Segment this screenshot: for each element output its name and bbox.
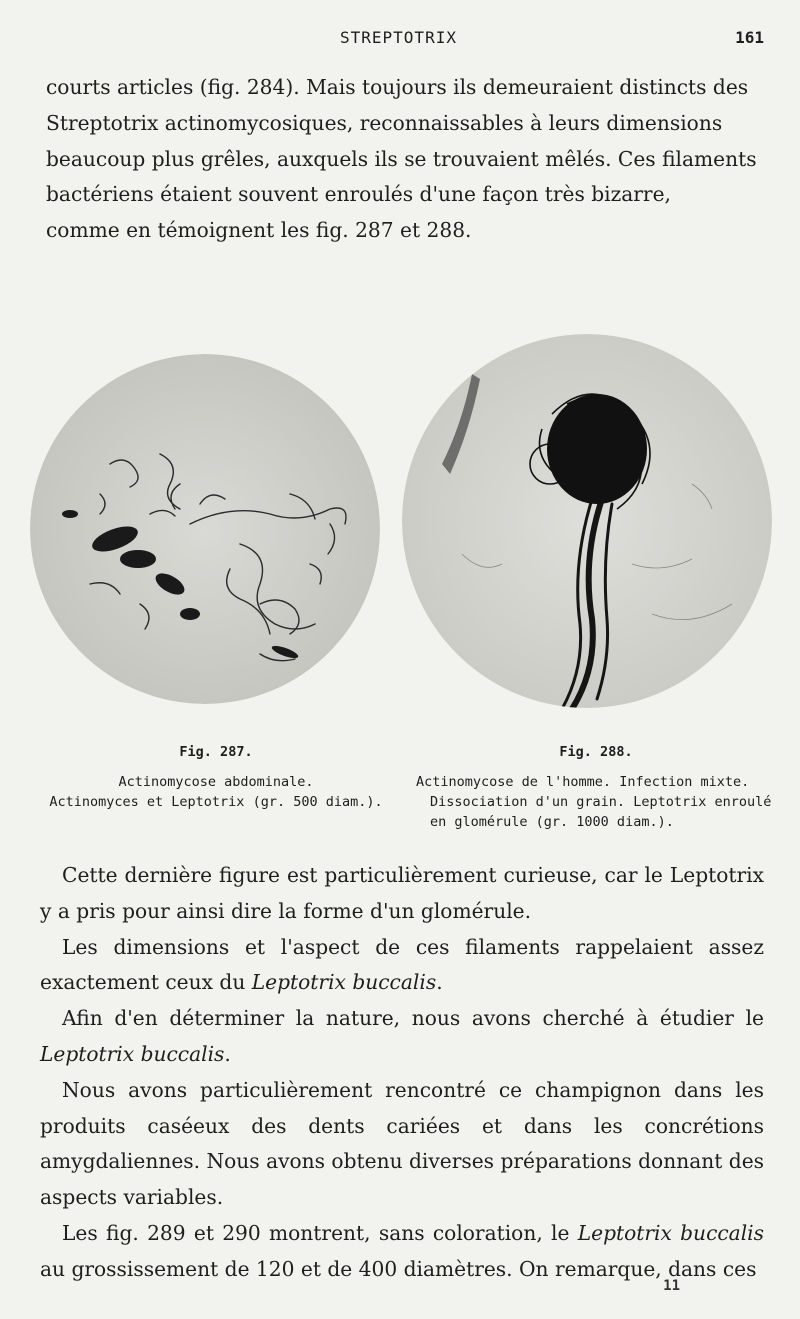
body-paragraph bbox=[40, 1001, 764, 1073]
body-text bbox=[40, 858, 764, 1288]
page-number: 161 bbox=[735, 28, 764, 47]
species-name: Leptotrix buccalis bbox=[40, 1041, 225, 1066]
figure-287-caption bbox=[46, 742, 386, 812]
micrograph-fig-287 bbox=[30, 354, 380, 704]
species-name: Leptotrix buccalis bbox=[251, 970, 437, 995]
text-line: courts articles (fig. 284). Mais toujours ils demeuraient distincts des bbox=[46, 75, 749, 99]
text-span: . bbox=[224, 1041, 231, 1066]
body-paragraph: Cette dernière figure est particulièrement curieuse, car le Leptotrix y a pris pour ainsi dire la forme d'un glomérule. bbox=[40, 863, 764, 923]
text-span: . bbox=[436, 970, 443, 995]
micrograph-288-image bbox=[402, 334, 772, 708]
caption-line: en glomérule (gr. 1000 diam.). bbox=[430, 814, 674, 830]
figure-287-label: Fig. 287. bbox=[179, 744, 253, 760]
caption-line: Actinomycose abdominale. bbox=[118, 774, 314, 790]
text-span: Les dimensions et l'aspect de ces filaments rappelaient assez exactement ceux du bbox=[40, 934, 764, 995]
body-paragraph: Nous avons particulièrement rencontré ce champignon dans les produits caséeux des dents cariées et dans les concrétions amygdaliennes. Nous avons obtenu diverses préparations donnant des aspects variables. bbox=[40, 1077, 764, 1210]
signature-mark: 11 bbox=[663, 1278, 680, 1294]
caption-line: Actinomycose de l'homme. Infection mixte. bbox=[416, 774, 750, 790]
text-line: bactériens étaient souvent enroulés d'une façon très bizarre, bbox=[46, 182, 671, 207]
body-paragraph bbox=[40, 930, 764, 1002]
caption-line: Actinomyces et Leptotrix (gr. 500 diam.). bbox=[49, 794, 383, 810]
species-name: Leptotrix buccalis bbox=[577, 1220, 764, 1245]
micrograph-fig-288 bbox=[402, 334, 772, 708]
caption-line: Dissociation d'un grain. Leptotrix enroulé bbox=[430, 794, 772, 810]
text-span: au grossissement de 120 et de 400 diamètres. On remarque, dans ces bbox=[40, 1256, 757, 1281]
text-line: beaucoup plus grêles, auxquels ils se trouvaient mêlés. Ces filaments bbox=[46, 146, 757, 171]
micrograph-287-image bbox=[30, 354, 380, 704]
figure-288-label: Fig. 288. bbox=[559, 744, 633, 760]
figure-288-caption bbox=[416, 742, 776, 832]
text-line: Streptotrix actinomycosiques, reconnaissables à leurs dimensions bbox=[46, 110, 723, 135]
text-line: comme en témoignent les fig. 287 et 288. bbox=[46, 218, 472, 243]
body-paragraph bbox=[40, 1216, 764, 1288]
text-span: Afin d'en déterminer la nature, nous avons cherché à étudier le bbox=[62, 1006, 764, 1031]
opening-paragraph bbox=[46, 70, 766, 249]
text-span: Les fig. 289 et 290 montrent, sans coloration, le bbox=[62, 1220, 578, 1245]
page-header bbox=[0, 28, 800, 52]
running-title: STREPTOTRIX bbox=[340, 28, 457, 47]
figure-row bbox=[0, 334, 800, 714]
